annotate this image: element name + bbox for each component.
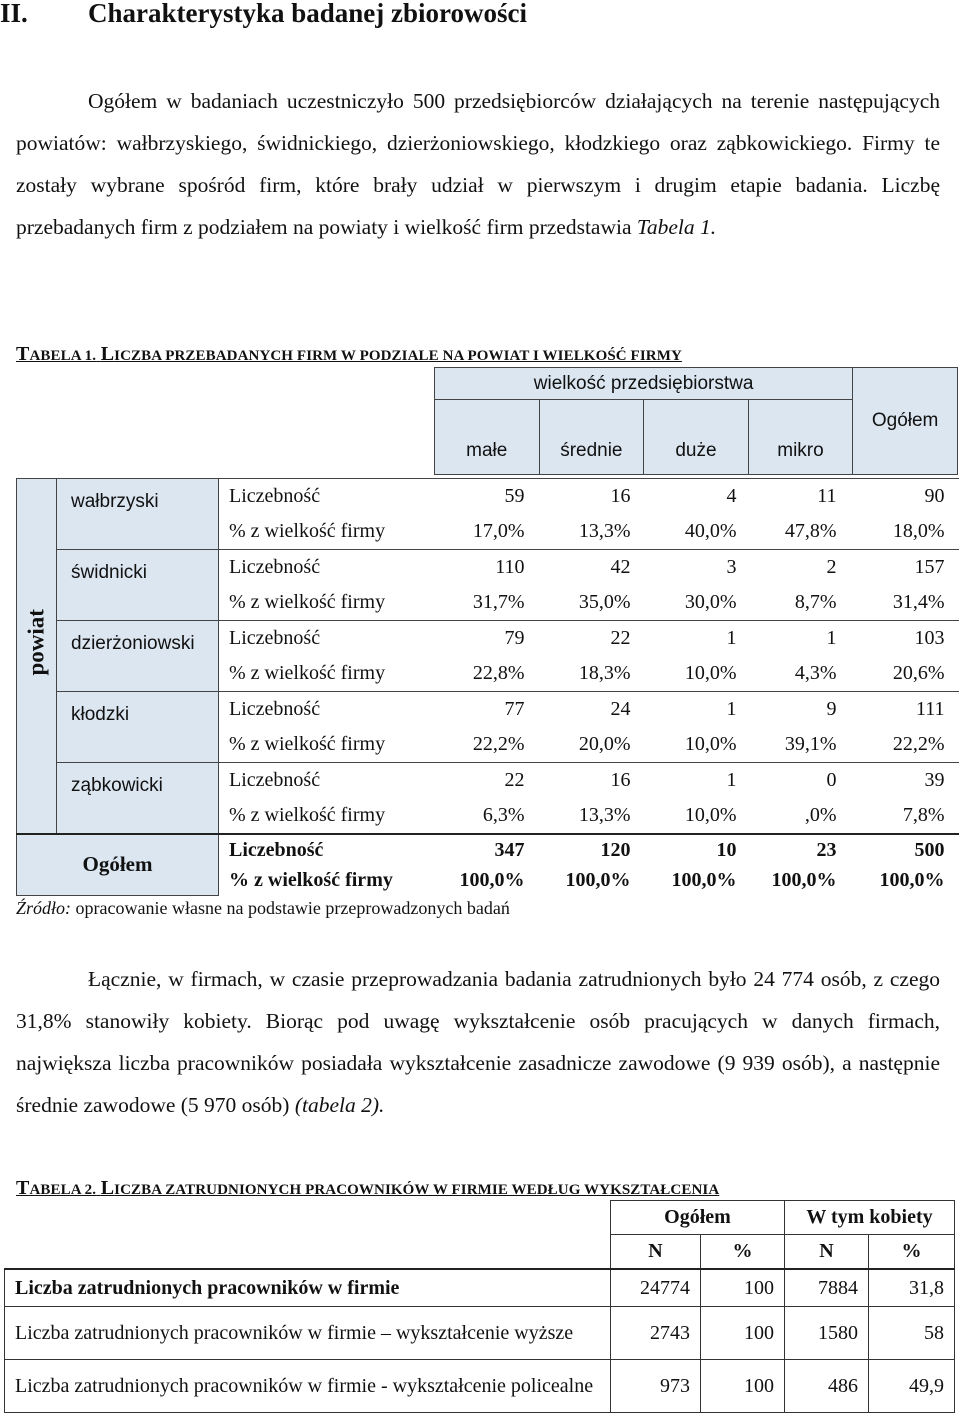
percent-cell: 7,8% xyxy=(902,804,945,826)
percent-cell: 31,4% xyxy=(892,591,945,613)
intro-paragraph xyxy=(16,80,940,248)
percent-label: % z wielkość firmy xyxy=(219,585,433,621)
table2-row-label: Liczba zatrudnionych pracowników w firmie xyxy=(5,1269,611,1307)
group-header: wielkość przedsiębiorstwa xyxy=(435,368,853,400)
intro-table-ref: Tabela 1. xyxy=(636,215,717,239)
total-label: Ogółem xyxy=(17,834,219,895)
powiat-name: dzierżoniowski xyxy=(57,621,219,692)
total-count-cell: 10 xyxy=(645,834,751,865)
second-paragraph-text: Łącznie, w firmach, w czasie przeprowadzania badania zatrudnionych było 24 774 osób, z czego 31,8% stanowiły kobiety. Biorąc pod uwagę wykształcenie osób pracujących w danych firmach, największa liczba pracowników posiadała wykształcenie zasadnicze zawodowe (9 939 osób), a następnie średnie zawodowe (5 970 osób) xyxy=(16,967,940,1117)
table1-row xyxy=(17,692,959,728)
percent-cell: 35,0% xyxy=(578,591,631,613)
percent-cell: 22,8% xyxy=(472,662,525,684)
total-percent-cell: 100,0% xyxy=(565,868,631,891)
percent-cell: ,0% xyxy=(804,804,837,826)
percent-cell: 20,0% xyxy=(578,733,631,755)
percent-cell: 17,0% xyxy=(472,520,525,542)
percent-cell: 8,7% xyxy=(794,591,837,613)
table2-value-cell: 31,8 xyxy=(869,1269,955,1307)
percent-cell: 6,3% xyxy=(482,804,525,826)
table1-body xyxy=(16,478,958,896)
table1-total-row xyxy=(17,834,959,865)
table2-value-cell: 49,9 xyxy=(869,1360,955,1413)
table2-value-cell: 2743 xyxy=(611,1307,701,1360)
percent-cell: 40,0% xyxy=(684,520,737,542)
powiat-name: kłodzki xyxy=(57,692,219,763)
count-cell: 0 xyxy=(751,763,851,799)
powiat-name: wałbrzyski xyxy=(57,479,219,550)
percent-cell: 18,0% xyxy=(892,520,945,542)
table2-row xyxy=(5,1307,955,1360)
table1-source: Źródło: opracowanie własne na podstawie przeprowadzonych badań xyxy=(16,898,510,918)
count-cell: 1 xyxy=(645,692,751,728)
table2-value-cell: 7884 xyxy=(785,1269,869,1307)
table2-row xyxy=(5,1269,955,1307)
percent-cell: 31,7% xyxy=(472,591,525,613)
powiat-name: ząbkowicki xyxy=(57,763,219,835)
count-cell: 9 xyxy=(751,692,851,728)
table2-value-cell: 973 xyxy=(611,1360,701,1413)
percent-cell: 13,3% xyxy=(578,804,631,826)
intro-text: Ogółem w badaniach uczestniczyło 500 przedsiębiorców działających na terenie następujących powiatów: wałbrzyskiego, świdnickiego, dzierżoniowskiego, kłodzkiego oraz ząbkowickiego. Firmy te zostały wybrane spośród firm, które brały udział w pierwszym i drugim etapie badania. Liczbę przebadanych firm z podziałem na powiaty i wielkość firm przedstawia xyxy=(16,89,940,239)
total-percent-cell: 100,0% xyxy=(459,868,525,891)
powiat-label: powiat xyxy=(17,479,57,835)
percent-cell: 30,0% xyxy=(684,591,737,613)
count-cell: 42 xyxy=(539,550,645,586)
count-cell: 79 xyxy=(433,621,539,657)
table2-row-label: Liczba zatrudnionych pracowników w firmie - wykształcenie policealne xyxy=(5,1360,611,1413)
column-header: małe xyxy=(435,400,540,475)
percent-label: % z wielkość firmy xyxy=(219,727,433,763)
count-cell: 77 xyxy=(433,692,539,728)
percent-cell: 4,3% xyxy=(794,662,837,684)
count-cell: 24 xyxy=(539,692,645,728)
table1-row xyxy=(17,479,959,515)
table2-value-cell: 58 xyxy=(869,1307,955,1360)
table2-row xyxy=(5,1360,955,1413)
count-label: Liczebność xyxy=(219,621,433,657)
table1-row xyxy=(17,550,959,586)
table2-group-header: W tym kobiety xyxy=(785,1201,955,1235)
count-cell: 1 xyxy=(645,621,751,657)
table2-value-cell: 100 xyxy=(701,1269,785,1307)
count-label: Liczebność xyxy=(219,479,433,515)
percent-label: % z wielkość firmy xyxy=(219,798,433,834)
table2-value-cell: 486 xyxy=(785,1360,869,1413)
percent-cell: 22,2% xyxy=(472,733,525,755)
total-count-cell: 120 xyxy=(539,834,645,865)
count-label: Liczebność xyxy=(219,834,433,865)
second-table-ref: (tabela 2). xyxy=(294,1093,385,1117)
total-percent-cell: 100,0% xyxy=(771,868,837,891)
table2-group-header: Ogółem xyxy=(611,1201,785,1235)
table2-sub-header: N xyxy=(611,1235,701,1270)
count-cell: 39 xyxy=(851,763,959,799)
percent-label: % z wielkość firmy xyxy=(219,656,433,692)
percent-cell: 13,3% xyxy=(578,520,631,542)
count-cell: 16 xyxy=(539,763,645,799)
table2-caption: TABELA 2. LICZBA ZATRUDNIONYCH PRACOWNIKÓW W FIRMIE WEDŁUG WYKSZTAŁCENIA xyxy=(16,1177,720,1199)
table2-value-cell: 100 xyxy=(701,1360,785,1413)
table2-sub-header: N xyxy=(785,1235,869,1270)
table2-sub-header: % xyxy=(869,1235,955,1270)
column-header: średnie xyxy=(539,400,644,475)
percent-cell: 10,0% xyxy=(684,804,737,826)
count-cell: 11 xyxy=(751,479,851,515)
count-cell: 3 xyxy=(645,550,751,586)
total-percent-cell: 100,0% xyxy=(671,868,737,891)
section-title: Charakterystyka badanej zbiorowości xyxy=(88,0,528,28)
column-header: mikro xyxy=(748,400,853,475)
table2-value-cell: 1580 xyxy=(785,1307,869,1360)
second-paragraph xyxy=(16,958,940,1126)
count-cell: 90 xyxy=(851,479,959,515)
table2-value-cell: 24774 xyxy=(611,1269,701,1307)
section-heading xyxy=(0,0,527,29)
table1-row xyxy=(17,763,959,799)
percent-label: % z wielkość firmy xyxy=(219,514,433,550)
total-column-header: Ogółem xyxy=(853,368,958,475)
column-header: duże xyxy=(644,400,749,475)
count-cell: 103 xyxy=(851,621,959,657)
percent-cell: 10,0% xyxy=(684,662,737,684)
total-percent-cell: 100,0% xyxy=(879,868,945,891)
percent-cell: 22,2% xyxy=(892,733,945,755)
count-cell: 59 xyxy=(433,479,539,515)
total-count-cell: 23 xyxy=(751,834,851,865)
count-cell: 2 xyxy=(751,550,851,586)
count-cell: 22 xyxy=(539,621,645,657)
table1-caption: TABELA 1. LICZBA PRZEBADANYCH FIRM W PODZIALE NA POWIAT I WIELKOŚĆ FIRMY xyxy=(16,343,682,365)
count-cell: 110 xyxy=(433,550,539,586)
total-count-cell: 500 xyxy=(851,834,959,865)
table1-header xyxy=(434,367,958,475)
table2-row-label: Liczba zatrudnionych pracowników w firmie – wykształcenie wyższe xyxy=(5,1307,611,1360)
table2 xyxy=(4,1200,954,1413)
count-label: Liczebność xyxy=(219,550,433,586)
count-label: Liczebność xyxy=(219,692,433,728)
count-cell: 1 xyxy=(645,763,751,799)
count-label: Liczebność xyxy=(219,763,433,799)
count-cell: 4 xyxy=(645,479,751,515)
percent-label: % z wielkość firmy xyxy=(219,865,433,895)
total-count-cell: 347 xyxy=(433,834,539,865)
powiat-name: świdnicki xyxy=(57,550,219,621)
count-cell: 157 xyxy=(851,550,959,586)
count-cell: 22 xyxy=(433,763,539,799)
count-cell: 111 xyxy=(851,692,959,728)
table1-row xyxy=(17,621,959,657)
percent-cell: 10,0% xyxy=(684,733,737,755)
percent-cell: 39,1% xyxy=(784,733,837,755)
table2-corner xyxy=(5,1201,611,1270)
section-number: II. xyxy=(0,0,28,28)
count-cell: 1 xyxy=(751,621,851,657)
percent-cell: 47,8% xyxy=(784,520,837,542)
percent-cell: 18,3% xyxy=(578,662,631,684)
count-cell: 16 xyxy=(539,479,645,515)
percent-cell: 20,6% xyxy=(892,662,945,684)
table2-value-cell: 100 xyxy=(701,1307,785,1360)
table2-sub-header: % xyxy=(701,1235,785,1270)
